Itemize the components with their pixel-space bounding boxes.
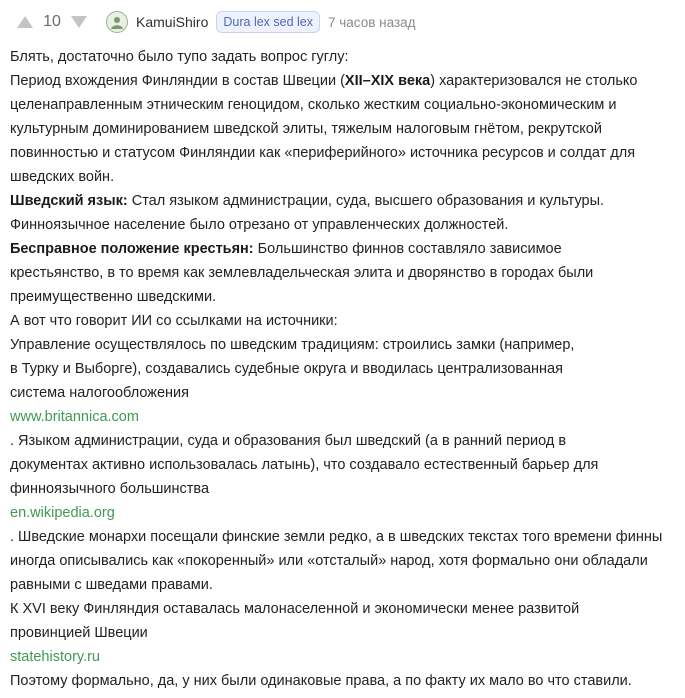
text-line: К XVI веку Финляндия оставалась малонаселенной и экономически менее развитой [10,601,580,617]
text-line: равными с шведами правами. [10,577,213,593]
text-line: система налогообложения [10,385,189,401]
rating-value: 10 [43,13,61,30]
text-line: Финноязычное население было отрезано от управленческих должностей. [10,217,509,233]
text-line: финноязычного большинства [10,481,210,497]
text-span: Большинство финнов составляло зависимое [253,241,562,257]
text-line: Блять, достаточно было тупо задать вопрос гуглу: [10,49,349,65]
text-line: иногда описывались как «покоренный» или «отсталый» народ, хотя формально они обладали [10,553,648,569]
avatar[interactable] [106,11,128,33]
text-line: . Языком администрации, суда и образования был шведский (а в ранний период в [10,433,567,449]
text-line: документах активно использовалась латынь), что создавало естественный барьер для [10,457,599,473]
text-line [10,69,675,93]
text-line: в Турку и Выборге), создавались судебные округа и вводилась централизованная [10,361,563,377]
bold-heading: Бесправное положение крестьян: [10,241,254,257]
text-line: повинностью и статусом Финляндии как «периферийного» источника ресурсов и солдат для [10,145,636,161]
text-span: Стал языком администрации, суда, высшего образования и культуры. [127,193,605,209]
text-line: провинцией Швеции [10,625,148,641]
text-line: Поэтому формально, да, у них были одинаковые права, а по факту их мало во что ставили. [10,673,632,689]
text-line: крестьянство, в то время как землевладельческая элита и дворянство в городах были [10,265,594,281]
arrow-down-icon [70,15,88,29]
username-link[interactable]: KamuiShiro [136,14,209,30]
bold-period: XII–XIX века [344,73,431,89]
avatar-icon [109,14,125,30]
text-line: . Шведские монархи посещали финские земли редко, а в шведских текстах того времени финны [10,529,663,545]
upvote-button[interactable] [14,11,36,33]
comment-time[interactable]: 7 часов назад [328,14,416,30]
text-line: преимущественно шведскими. [10,289,217,305]
text-line [10,189,675,213]
text-span: Период вхождения Финляндии в состав Швеции ( [10,73,345,89]
source-link-britannica[interactable]: www.britannica.com [10,409,139,425]
arrow-up-icon [16,15,34,29]
comment-header [14,8,416,36]
source-link-wikipedia[interactable]: en.wikipedia.org [10,505,115,521]
text-line [10,237,675,261]
text-span: ) характеризовался не столько [430,73,638,89]
text-line: целенаправленным этническим геноцидом, сколько жестким социально-экономическим и [10,97,617,113]
downvote-button[interactable] [68,11,90,33]
source-link-statehistory[interactable]: statehistory.ru [10,649,100,665]
text-line: Управление осуществлялось по шведским традициям: строились замки (например, [10,337,575,353]
text-line: культурным доминированием шведской элиты, тяжелым налоговым гнётом, рекрутской [10,121,602,137]
comment-body [10,45,675,693]
user-badge: Dura lex sed lex [216,11,320,33]
text-line: шведских войн. [10,169,115,185]
bold-heading: Шведский язык: [10,193,128,209]
text-line: А вот что говорит ИИ со ссылками на источники: [10,313,338,329]
